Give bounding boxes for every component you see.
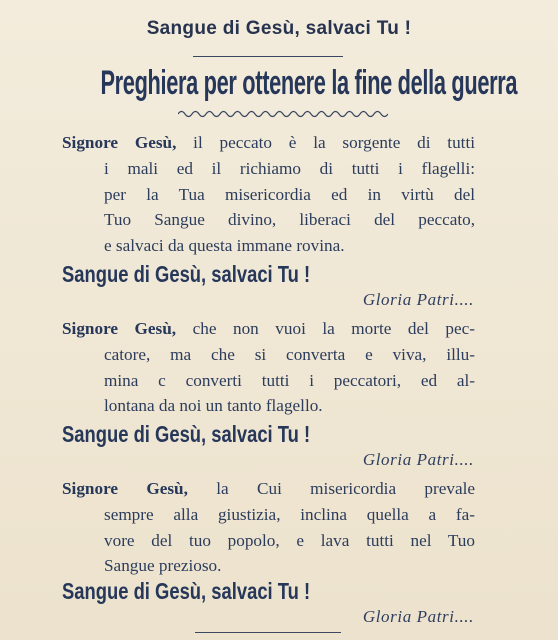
stanza-line: Tuo Sangue divino, liberaci del peccato, bbox=[104, 210, 475, 230]
refrain: Sangue di Gesù, salvaci Tu ! bbox=[62, 261, 311, 287]
stanza-line: vore del tuo popolo, e lava tutti nel Tuo bbox=[104, 530, 475, 550]
stanza-line: catore, ma che si converta e viva, illu- bbox=[104, 344, 475, 364]
header-invocation: Sangue di Gesù, salvaci Tu ! bbox=[146, 18, 412, 39]
stanza-line: la Cui misericordia prevale bbox=[187, 479, 475, 498]
stanza-line: mina c converti tutti i peccatori, ed al- bbox=[104, 370, 475, 390]
bottom-rule bbox=[195, 632, 341, 633]
refrain: Sangue di Gesù, salvaci Tu ! bbox=[62, 578, 311, 604]
stanza-line: per la Tua misericordia ed in virtù del bbox=[104, 184, 475, 204]
refrain: Sangue di Gesù, salvaci Tu ! bbox=[62, 421, 311, 447]
gloria-patri: Gloria Patri.... bbox=[362, 450, 474, 469]
stanza-lead: Signore Gesù, bbox=[62, 479, 188, 498]
top-rule bbox=[193, 56, 343, 57]
stanza-1 bbox=[62, 130, 475, 259]
prayer-title: Preghiera per ottenere la fine della guerra bbox=[100, 64, 518, 102]
gloria-patri: Gloria Patri.... bbox=[362, 607, 474, 626]
stanza-line: Sangue prezioso. bbox=[104, 556, 222, 576]
stanza-line: e salvaci da questa immane rovina. bbox=[104, 236, 345, 256]
stanza-2 bbox=[62, 316, 475, 419]
stanza-line: sempre alla giustizia, inclina quella a fa- bbox=[104, 504, 475, 524]
stanza-line: che non vuoi la morte del pec- bbox=[176, 319, 475, 338]
stanza-lead: Signore Gesù, bbox=[62, 133, 177, 152]
stanza-lead: Signore Gesù, bbox=[62, 319, 177, 338]
stanza-line: i mali ed il richiamo di tutti i flagelli: bbox=[104, 158, 475, 178]
stanza-line: il peccato è la sorgente di tutti bbox=[176, 133, 475, 152]
stanza-line: lontana da noi un tanto flagello. bbox=[104, 396, 323, 416]
gloria-patri: Gloria Patri.... bbox=[362, 290, 474, 309]
stanza-3 bbox=[62, 476, 475, 579]
wavy-ornament bbox=[178, 108, 388, 118]
